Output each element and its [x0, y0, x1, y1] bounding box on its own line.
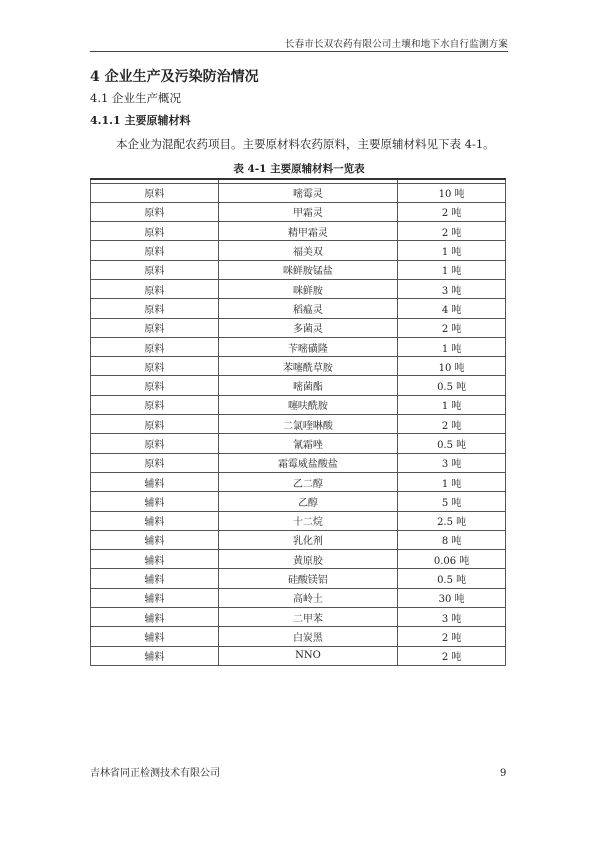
material-type-cell: 原料	[91, 183, 219, 202]
material-amount-cell: 3 吨	[398, 279, 506, 298]
table-row	[91, 337, 506, 356]
table-row	[91, 608, 506, 627]
material-name-cell: 甲霜灵	[218, 202, 398, 221]
material-type-cell: 原料	[91, 453, 219, 472]
material-name-cell: 霜霉威盐酸盐	[218, 453, 398, 472]
material-name-cell: 咪鲜胺	[218, 279, 398, 298]
page-number: 9	[500, 768, 507, 779]
table-row	[91, 241, 506, 260]
material-type-cell: 原料	[91, 415, 219, 434]
materials-table	[90, 178, 506, 666]
material-name-cell: 氰霜唑	[218, 434, 398, 453]
material-amount-cell: 1 吨	[398, 395, 506, 414]
table-row	[91, 299, 506, 318]
material-type-cell: 原料	[91, 260, 219, 279]
table-row	[91, 569, 506, 588]
table-row	[91, 376, 506, 395]
section-heading: 4 企业生产及污染防治情况	[90, 69, 259, 85]
table-row	[91, 357, 506, 376]
material-amount-cell: 8 吨	[398, 530, 506, 549]
table-row	[91, 202, 506, 221]
table-row	[91, 183, 506, 202]
material-name-cell: 二甲苯	[218, 608, 398, 627]
material-type-cell: 原料	[91, 434, 219, 453]
running-header: 长春市长双农药有限公司土壤和地下水自行监测方案	[284, 39, 508, 50]
material-amount-cell: 2 吨	[398, 627, 506, 646]
material-amount-cell: 4 吨	[398, 299, 506, 318]
material-amount-cell: 2 吨	[398, 415, 506, 434]
material-type-cell: 原料	[91, 241, 219, 260]
table-row	[91, 434, 506, 453]
material-type-cell: 原料	[91, 318, 219, 337]
material-amount-cell: 2 吨	[398, 222, 506, 241]
material-name-cell: 福美双	[218, 241, 398, 260]
material-amount-cell: 2.5 吨	[398, 511, 506, 530]
table-row	[91, 646, 506, 665]
material-amount-cell: 10 吨	[398, 357, 506, 376]
material-amount-cell: 0.5 吨	[398, 434, 506, 453]
footer-company: 吉林省同正检测技术有限公司	[90, 768, 220, 779]
material-amount-cell: 1 吨	[398, 337, 506, 356]
material-name-cell: 稻瘟灵	[218, 299, 398, 318]
table-row	[91, 453, 506, 472]
material-name-cell: 嘧菌酯	[218, 376, 398, 395]
subsection-heading: 4.1 企业生产概况	[90, 91, 181, 105]
table-row	[91, 472, 506, 491]
table-row	[91, 318, 506, 337]
material-name-cell: 咪鲜胺锰盐	[218, 260, 398, 279]
material-amount-cell: 5 吨	[398, 492, 506, 511]
material-amount-cell: 2 吨	[398, 202, 506, 221]
material-amount-cell: 2 吨	[398, 318, 506, 337]
material-name-cell: 噻呋酰胺	[218, 395, 398, 414]
material-type-cell: 辅料	[91, 608, 219, 627]
material-type-cell: 原料	[91, 299, 219, 318]
material-amount-cell: 10 吨	[398, 183, 506, 202]
material-name-cell: 多菌灵	[218, 318, 398, 337]
material-amount-cell: 1 吨	[398, 260, 506, 279]
table-row	[91, 588, 506, 607]
material-name-cell: 乳化剂	[218, 530, 398, 549]
material-amount-cell: 30 吨	[398, 588, 506, 607]
material-amount-cell: 1 吨	[398, 472, 506, 491]
material-type-cell: 原料	[91, 376, 219, 395]
table-row	[91, 415, 506, 434]
material-amount-cell: 2 吨	[398, 646, 506, 665]
materials-table-body	[91, 179, 506, 665]
table-row	[91, 627, 506, 646]
material-name-cell: 十二烷	[218, 511, 398, 530]
table-row	[91, 511, 506, 530]
material-type-cell: 原料	[91, 357, 219, 376]
material-name-cell: 白炭黑	[218, 627, 398, 646]
material-type-cell: 辅料	[91, 511, 219, 530]
material-amount-cell: 3 吨	[398, 453, 506, 472]
table-caption: 表 4-1 主要原辅材料一览表	[233, 163, 365, 175]
material-type-cell: 辅料	[91, 646, 219, 665]
table-row	[91, 550, 506, 569]
subsubsection-heading: 4.1.1 主要原辅材料	[90, 114, 191, 127]
material-name-cell: 乙醇	[218, 492, 398, 511]
material-name-cell: 硅酸镁铝	[218, 569, 398, 588]
material-type-cell: 辅料	[91, 588, 219, 607]
material-name-cell: 黄原胶	[218, 550, 398, 569]
body-paragraph: 本企业为混配农药项目。主要原材料农药原料，主要原辅材料见下表 4-1。	[116, 137, 495, 151]
material-name-cell: 苯噻酰草胺	[218, 357, 398, 376]
material-type-cell: 原料	[91, 202, 219, 221]
material-type-cell: 原料	[91, 395, 219, 414]
material-name-cell: 乙二醇	[218, 472, 398, 491]
material-type-cell: 原料	[91, 337, 219, 356]
material-name-cell: 嘧霉灵	[218, 183, 398, 202]
table-row	[91, 492, 506, 511]
table-row	[91, 530, 506, 549]
material-amount-cell: 0.06 吨	[398, 550, 506, 569]
material-type-cell: 辅料	[91, 627, 219, 646]
material-amount-cell: 0.5 吨	[398, 569, 506, 588]
header-divider	[90, 51, 508, 52]
table-row	[91, 260, 506, 279]
material-name-cell: 高岭土	[218, 588, 398, 607]
table-row	[91, 395, 506, 414]
material-type-cell: 原料	[91, 279, 219, 298]
material-name-cell: 二氯喹啉酸	[218, 415, 398, 434]
material-name-cell: NNO	[218, 646, 398, 665]
material-type-cell: 辅料	[91, 550, 219, 569]
material-type-cell: 辅料	[91, 569, 219, 588]
material-type-cell: 原料	[91, 222, 219, 241]
material-name-cell: 苄嘧磺隆	[218, 337, 398, 356]
table-row	[91, 279, 506, 298]
material-amount-cell: 3 吨	[398, 608, 506, 627]
material-name-cell: 精甲霜灵	[218, 222, 398, 241]
material-amount-cell: 0.5 吨	[398, 376, 506, 395]
material-amount-cell: 1 吨	[398, 241, 506, 260]
material-type-cell: 辅料	[91, 530, 219, 549]
material-type-cell: 辅料	[91, 492, 219, 511]
material-type-cell: 辅料	[91, 472, 219, 491]
table-row	[91, 222, 506, 241]
